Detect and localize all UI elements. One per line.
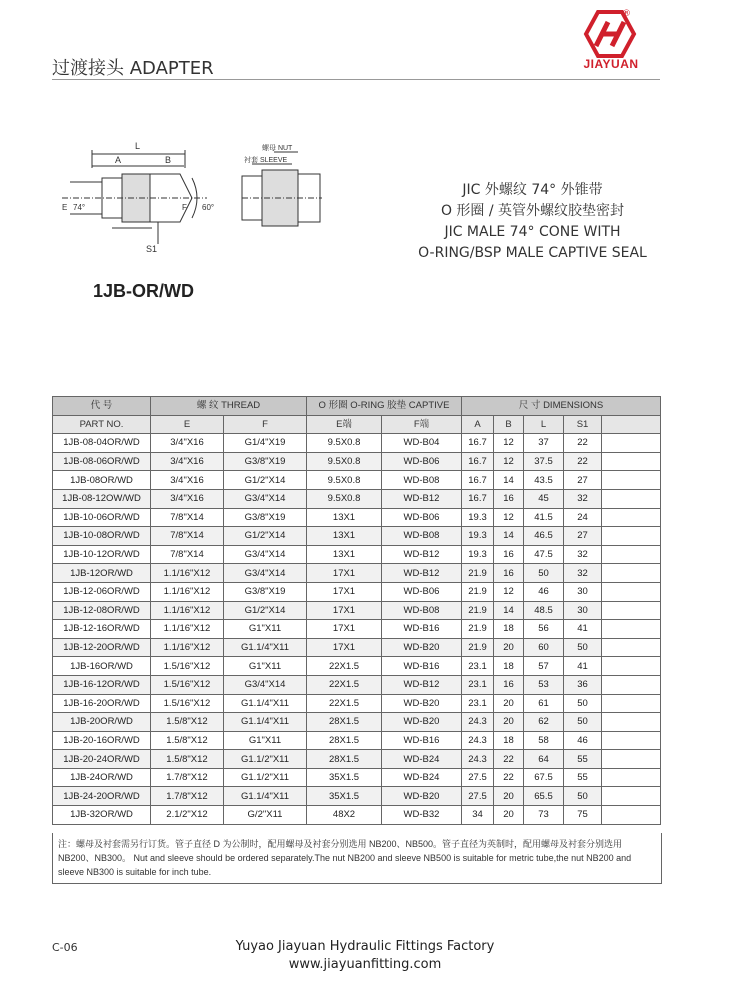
table-cell: G3/8"X19 — [224, 582, 307, 601]
table-row — [53, 638, 661, 657]
table-cell: 12 — [494, 434, 524, 453]
table-row — [53, 620, 661, 639]
table-cell: 1JB-08-04OR/WD — [53, 434, 151, 453]
table-cell: WD-B12 — [382, 489, 462, 508]
table-cell-blank — [602, 806, 661, 825]
table-cell: 1JB-12-20OR/WD — [53, 638, 151, 657]
table-cell-blank — [602, 731, 661, 750]
table-cell: 58 — [524, 731, 564, 750]
table-cell: G3/4"X14 — [224, 675, 307, 694]
table-cell: 2.1/2"X12 — [151, 806, 224, 825]
header-E: E — [151, 415, 224, 434]
table-cell: G1.1/2"X11 — [224, 750, 307, 769]
table-cell: 1JB-08OR/WD — [53, 471, 151, 490]
table-cell: 18 — [494, 620, 524, 639]
desc-cn-line2: O 形圈 / 英管外螺纹胶垫密封 — [440, 203, 625, 219]
table-cell: 16.7 — [462, 452, 494, 471]
desc-en-line1: JIC MALE 74° CONE WITH — [444, 224, 621, 240]
table-cell: G1"X11 — [224, 657, 307, 676]
table-cell: 1JB-16OR/WD — [53, 657, 151, 676]
table-cell: 20 — [494, 694, 524, 713]
table-cell: WD-B04 — [382, 434, 462, 453]
table-cell: 1.5/16"X12 — [151, 657, 224, 676]
table-cell: 35X1.5 — [307, 787, 382, 806]
table-cell: 9.5X0.8 — [307, 434, 382, 453]
table-cell: 23.1 — [462, 675, 494, 694]
table-cell: 1JB-12-16OR/WD — [53, 620, 151, 639]
table-cell: 48.5 — [524, 601, 564, 620]
table-cell-blank — [602, 489, 661, 508]
table-cell: 1.1/16"X12 — [151, 638, 224, 657]
table-cell: 16 — [494, 489, 524, 508]
table-row — [53, 582, 661, 601]
table-cell: 17X1 — [307, 564, 382, 583]
table-cell: 16.7 — [462, 471, 494, 490]
table-cell: 18 — [494, 657, 524, 676]
table-cell: 3/4"X16 — [151, 471, 224, 490]
table-cell: 28X1.5 — [307, 713, 382, 732]
table-cell: 23.1 — [462, 694, 494, 713]
table-cell: 3/4"X16 — [151, 489, 224, 508]
table-cell: 50 — [564, 638, 602, 657]
table-cell: 16 — [494, 564, 524, 583]
registered-mark: ® — [622, 9, 631, 19]
table-cell: 16.7 — [462, 434, 494, 453]
table-cell: 41 — [564, 657, 602, 676]
label-nut: 螺母 NUT — [262, 145, 293, 152]
table-row — [53, 471, 661, 490]
table-cell: G1/2"X14 — [224, 527, 307, 546]
table-cell: 1JB-32OR/WD — [53, 806, 151, 825]
table-cell: 1JB-16-12OR/WD — [53, 675, 151, 694]
table-row — [53, 452, 661, 471]
table-cell: 28X1.5 — [307, 731, 382, 750]
table-cell: 20 — [494, 787, 524, 806]
table-cell: 16 — [494, 545, 524, 564]
table-row — [53, 527, 661, 546]
table-cell-blank — [602, 620, 661, 639]
table-cell: 22 — [564, 452, 602, 471]
table-cell-blank — [602, 508, 661, 527]
table-cell-blank — [602, 713, 661, 732]
table-cell: G3/4"X14 — [224, 564, 307, 583]
table-cell: 32 — [564, 545, 602, 564]
table-cell: 19.3 — [462, 545, 494, 564]
header-divider — [52, 79, 660, 80]
table-cell: 22X1.5 — [307, 657, 382, 676]
table-cell: 17X1 — [307, 582, 382, 601]
table-cell: G3/8"X19 — [224, 452, 307, 471]
table-cell: 55 — [564, 750, 602, 769]
table-cell: 1.1/16"X12 — [151, 582, 224, 601]
table-cell: 14 — [494, 601, 524, 620]
table-cell: 47.5 — [524, 545, 564, 564]
table-cell-blank — [602, 564, 661, 583]
table-cell: 16 — [494, 675, 524, 694]
table-cell: 1JB-20-16OR/WD — [53, 731, 151, 750]
table-cell: 27 — [564, 527, 602, 546]
table-cell: 64 — [524, 750, 564, 769]
table-cell: WD-B32 — [382, 806, 462, 825]
fitting-description — [405, 180, 660, 264]
table-cell: 1JB-10-06OR/WD — [53, 508, 151, 527]
table-cell: WD-B08 — [382, 601, 462, 620]
table-cell: 9.5X0.8 — [307, 452, 382, 471]
order-note: 注：螺母及衬套需另行订货。管子直径 D 为公制时，配用螺母及衬套分别选用 NB200、NB500。管子直径为英制时，配用螺母及衬套分别选用 NB200、NB300。 Nut and sleeve should be ordered separately.The nut NB200 and sleeve NB500 is suitable for metric tube,the nut NB200 and sleeve NB300 is suitable for inch tube. — [52, 833, 662, 884]
label-F: F — [182, 203, 187, 212]
table-cell: 1.5/8"X12 — [151, 713, 224, 732]
table-cell: G1/2"X14 — [224, 601, 307, 620]
table-cell: 21.9 — [462, 620, 494, 639]
table-cell: 50 — [564, 694, 602, 713]
table-cell-blank — [602, 601, 661, 620]
header-F: F — [224, 415, 307, 434]
table-cell: 21.9 — [462, 582, 494, 601]
table-cell: 67.5 — [524, 768, 564, 787]
table-cell: 32 — [564, 564, 602, 583]
table-cell: 21.9 — [462, 601, 494, 620]
table-cell: 17X1 — [307, 638, 382, 657]
table-cell: G1.1/4"X11 — [224, 638, 307, 657]
table-row — [53, 768, 661, 787]
table-cell-blank — [602, 582, 661, 601]
label-74: 74° — [73, 203, 86, 212]
table-cell: G1.1/4"X11 — [224, 787, 307, 806]
table-cell: WD-B12 — [382, 564, 462, 583]
table-cell: 17X1 — [307, 601, 382, 620]
header-part-no: PART NO. — [53, 415, 151, 434]
table-cell: 27 — [564, 471, 602, 490]
table-cell: 9.5X0.8 — [307, 471, 382, 490]
table-cell: 28X1.5 — [307, 750, 382, 769]
label-60: 60° — [202, 203, 215, 212]
table-cell: WD-B12 — [382, 545, 462, 564]
table-cell: 1JB-12-08OR/WD — [53, 601, 151, 620]
table-cell: WD-B20 — [382, 638, 462, 657]
table-cell: 1JB-10-08OR/WD — [53, 527, 151, 546]
header-code: 代 号 — [53, 397, 151, 416]
label-sleeve: 衬套 SLEEVE — [244, 157, 288, 164]
header-S1: S1 — [564, 415, 602, 434]
table-cell: 14 — [494, 471, 524, 490]
table-cell: 34 — [462, 806, 494, 825]
table-cell: 46 — [564, 731, 602, 750]
table-cell: WD-B06 — [382, 582, 462, 601]
table-cell: 13X1 — [307, 527, 382, 546]
table-cell: G1"X11 — [224, 620, 307, 639]
table-cell: 3/4"X16 — [151, 452, 224, 471]
header-blank — [602, 415, 661, 434]
table-cell: 24.3 — [462, 731, 494, 750]
table-cell: 35X1.5 — [307, 768, 382, 787]
table-cell: 1.5/8"X12 — [151, 750, 224, 769]
table-cell: 1JB-10-12OR/WD — [53, 545, 151, 564]
table-cell: 7/8"X14 — [151, 545, 224, 564]
table-cell: WD-B20 — [382, 713, 462, 732]
table-cell: 23.1 — [462, 657, 494, 676]
table-cell: 43.5 — [524, 471, 564, 490]
brand-name: JIAYUAN — [583, 57, 639, 71]
table-cell: 1.1/16"X12 — [151, 564, 224, 583]
table-row — [53, 434, 661, 453]
header-F-end: F端 — [382, 415, 462, 434]
table-cell-blank — [602, 471, 661, 490]
table-cell: 1JB-24-20OR/WD — [53, 787, 151, 806]
table-cell: G1/2"X14 — [224, 471, 307, 490]
fitting-drawing — [62, 138, 322, 258]
table-cell: 30 — [564, 601, 602, 620]
table-cell: 19.3 — [462, 527, 494, 546]
label-E: E — [62, 203, 68, 212]
table-cell: 1JB-20OR/WD — [53, 713, 151, 732]
table-cell: G1.1/2"X11 — [224, 768, 307, 787]
table-cell-blank — [602, 545, 661, 564]
table-cell: 1JB-24OR/WD — [53, 768, 151, 787]
page-number: C-06 — [52, 941, 78, 954]
table-cell: WD-B20 — [382, 694, 462, 713]
table-cell: 21.9 — [462, 564, 494, 583]
table-cell: WD-B24 — [382, 768, 462, 787]
table-cell: 46 — [524, 582, 564, 601]
table-cell: 1.5/16"X12 — [151, 675, 224, 694]
table-cell: 50 — [524, 564, 564, 583]
table-cell: 13X1 — [307, 545, 382, 564]
table-row — [53, 731, 661, 750]
specification-table — [52, 396, 661, 825]
table-row — [53, 713, 661, 732]
page-title: 过渡接头 ADAPTER — [52, 58, 214, 79]
table-row — [53, 489, 661, 508]
label-A: A — [115, 155, 122, 165]
table-cell: 46.5 — [524, 527, 564, 546]
table-cell: 17X1 — [307, 620, 382, 639]
table-cell: 57 — [524, 657, 564, 676]
table-cell: 50 — [564, 787, 602, 806]
table-cell-blank — [602, 434, 661, 453]
table-cell: 13X1 — [307, 508, 382, 527]
table-row — [53, 675, 661, 694]
table-cell-blank — [602, 694, 661, 713]
table-cell: 41 — [564, 620, 602, 639]
table-cell: 24.3 — [462, 713, 494, 732]
table-cell: 48X2 — [307, 806, 382, 825]
table-cell: 12 — [494, 582, 524, 601]
table-row — [53, 694, 661, 713]
table-cell: 20 — [494, 638, 524, 657]
table-cell: 53 — [524, 675, 564, 694]
table-cell: G1.1/4"X11 — [224, 713, 307, 732]
table-cell: 62 — [524, 713, 564, 732]
table-cell: 36 — [564, 675, 602, 694]
table-cell-blank — [602, 675, 661, 694]
table-cell-blank — [602, 768, 661, 787]
table-cell: 19.3 — [462, 508, 494, 527]
header-B: B — [494, 415, 524, 434]
table-cell: 27.5 — [462, 787, 494, 806]
table-cell: G3/4"X14 — [224, 545, 307, 564]
table-cell-blank — [602, 657, 661, 676]
table-cell: 37.5 — [524, 452, 564, 471]
table-cell: 1JB-12OR/WD — [53, 564, 151, 583]
table-cell-blank — [602, 750, 661, 769]
table-cell: 75 — [564, 806, 602, 825]
header-E-end: E端 — [307, 415, 382, 434]
table-cell: 56 — [524, 620, 564, 639]
table-cell: 41.5 — [524, 508, 564, 527]
table-cell: WD-B16 — [382, 731, 462, 750]
table-cell: 1JB-12-06OR/WD — [53, 582, 151, 601]
table-cell: G3/8"X19 — [224, 508, 307, 527]
table-cell: G1"X11 — [224, 731, 307, 750]
table-cell: WD-B08 — [382, 527, 462, 546]
table-cell-blank — [602, 638, 661, 657]
label-L: L — [135, 141, 141, 151]
table-cell: 22 — [494, 750, 524, 769]
table-cell: 22X1.5 — [307, 694, 382, 713]
header-oring: O 形圈 O-RING 胶垫 CAPTIVE — [307, 397, 462, 416]
company-name: Yuyao Jiayuan Hydraulic Fittings Factory — [235, 939, 495, 954]
header-dimensions: 尺 寸 DIMENSIONS — [462, 397, 661, 416]
table-row — [53, 601, 661, 620]
table-cell: 22 — [564, 434, 602, 453]
header-A: A — [462, 415, 494, 434]
table-cell: G3/4"X14 — [224, 489, 307, 508]
table-cell: 20 — [494, 806, 524, 825]
table-cell: 1.7/8"X12 — [151, 768, 224, 787]
desc-en-line2: O-RING/BSP MALE CAPTIVE SEAL — [418, 245, 647, 261]
table-cell: 22X1.5 — [307, 675, 382, 694]
table-cell: 32 — [564, 489, 602, 508]
table-cell: 65.5 — [524, 787, 564, 806]
table-cell: G/2"X11 — [224, 806, 307, 825]
table-row — [53, 657, 661, 676]
table-cell: 61 — [524, 694, 564, 713]
table-cell: 12 — [494, 452, 524, 471]
table-cell: 30 — [564, 582, 602, 601]
table-cell: 50 — [564, 713, 602, 732]
table-cell: 1JB-08-06OR/WD — [53, 452, 151, 471]
table-cell: 1.7/8"X12 — [151, 787, 224, 806]
label-B: B — [165, 155, 172, 165]
table-cell: WD-B12 — [382, 675, 462, 694]
table-cell: 73 — [524, 806, 564, 825]
table-cell: WD-B16 — [382, 657, 462, 676]
table-cell-blank — [602, 527, 661, 546]
table-cell: 55 — [564, 768, 602, 787]
table-cell: 24 — [564, 508, 602, 527]
table-cell: 3/4"X16 — [151, 434, 224, 453]
table-cell: 1.1/16"X12 — [151, 620, 224, 639]
table-cell-blank — [602, 787, 661, 806]
table-cell: WD-B24 — [382, 750, 462, 769]
table-cell: G1/4"X19 — [224, 434, 307, 453]
table-cell: 1.1/16"X12 — [151, 601, 224, 620]
part-code: 1JB-OR/WD — [93, 281, 195, 301]
table-cell: WD-B06 — [382, 508, 462, 527]
table-row — [53, 787, 661, 806]
desc-cn-line1: JIC 外螺纹 74° 外锥带 — [462, 182, 603, 198]
table-row — [53, 564, 661, 583]
table-cell: G1.1/4"X11 — [224, 694, 307, 713]
table-row — [53, 508, 661, 527]
header-L: L — [524, 415, 564, 434]
table-cell: 18 — [494, 731, 524, 750]
table-cell: 21.9 — [462, 638, 494, 657]
table-cell: 27.5 — [462, 768, 494, 787]
table-cell: 14 — [494, 527, 524, 546]
table-cell: WD-B20 — [382, 787, 462, 806]
table-cell: 60 — [524, 638, 564, 657]
header-thread: 螺 纹 THREAD — [151, 397, 307, 416]
table-cell: 45 — [524, 489, 564, 508]
table-cell: 24.3 — [462, 750, 494, 769]
table-cell: 1JB-20-24OR/WD — [53, 750, 151, 769]
table-cell: 16.7 — [462, 489, 494, 508]
table-cell: 1JB-08-12OW/WD — [53, 489, 151, 508]
table-cell: 1JB-16-20OR/WD — [53, 694, 151, 713]
table-cell: WD-B06 — [382, 452, 462, 471]
table-row — [53, 545, 661, 564]
table-cell: 22 — [494, 768, 524, 787]
table-cell: 7/8"X14 — [151, 527, 224, 546]
label-S1: S1 — [146, 244, 158, 254]
table-cell-blank — [602, 452, 661, 471]
table-cell: WD-B16 — [382, 620, 462, 639]
table-cell: 7/8"X14 — [151, 508, 224, 527]
table-row — [53, 750, 661, 769]
table-cell: 20 — [494, 713, 524, 732]
table-cell: 12 — [494, 508, 524, 527]
website: www.jiayuanfitting.com — [288, 957, 442, 972]
table-row — [53, 806, 661, 825]
table-cell: WD-B08 — [382, 471, 462, 490]
table-cell: 9.5X0.8 — [307, 489, 382, 508]
table-cell: 1.5/8"X12 — [151, 731, 224, 750]
table-cell: 37 — [524, 434, 564, 453]
table-cell: 1.5/16"X12 — [151, 694, 224, 713]
